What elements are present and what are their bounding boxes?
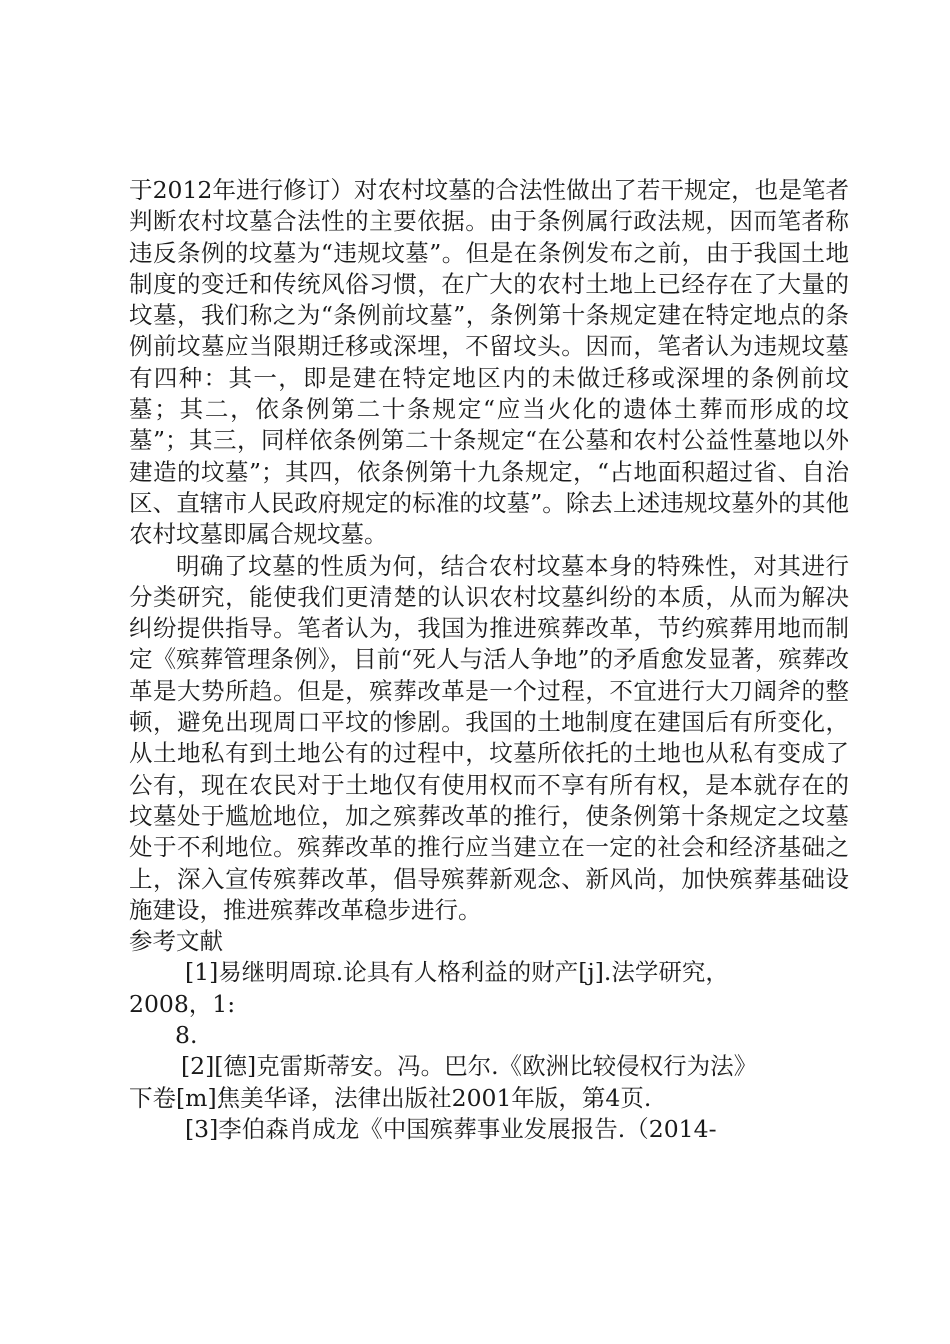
reference-list [129,957,849,1145]
reference-2-line-1: [2][德]克雷斯蒂安。冯。巴尔.《欧洲比较侵权行为法》 [181,1052,758,1081]
reference-1-line-1: [1]易继明周琼.论具有人格利益的财产[j].法学研究， [185,958,729,987]
reference-item-1 [129,957,849,1051]
reference-item-2 [129,1051,849,1114]
reference-3-line-1: [3]李伯森肖成龙《中国殡葬事业发展报告.（2014- [185,1114,717,1143]
document-body [129,175,849,1145]
reference-2-line-2: 下卷[m]焦美华译，法律出版社2001年版，第4页. [129,1083,652,1112]
reference-1-line-3: 8. [175,1021,198,1050]
body-paragraph-2: 明确了坟墓的性质为何，结合农村坟墓本身的特殊性，对其进行分类研究，能使我们更清楚的认识农村坟墓纠纷的本质，从而为解决纠纷提供指导。笔者认为，我国为推进殡葬改革，节约殡葬用地而制定《殡葬管理条例》，目前“死人与活人争地”的矛盾愈发显著，殡葬改革是大势所趋。但是，殡葬改革是一个过程，不宜进行大刀阔斧的整顿，避免出现周口平坟的惨剧。我国的土地制度在建国后有所变化，从土地私有到土地公有的过程中，坟墓所依托的土地也从私有变成了公有，现在农民对于土地仅有使用权而不享有所有权，是本就存在的坟墓处于尴尬地位，加之殡葬改革的推行，使条例第十条规定之坟墓处于不利地位。殡葬改革的推行应当建立在一定的社会和经济基础之上，深入宣传殡葬改革，倡导殡葬新观念、新风尚，加快殡葬基础设施建设，推进殡葬改革稳步进行。 [129,551,849,924]
reference-1-line-2: 2008，1: [129,989,236,1018]
references-heading: 参考文献 [129,927,223,956]
reference-item-3 [129,1114,849,1145]
body-paragraph-1: 于2012年进行修订）对农村坟墓的合法性做出了若干规定，也是笔者判断农村坟墓合法性的主要依据。由于条例属行政法规，因而笔者称违反条例的坟墓为“违规坟墓”。但是在条例发布之前，由于我国土地制度的变迁和传统风俗习惯，在广大的农村土地上已经存在了大量的坟墓，我们称之为“条例前坟墓”，条例第十条规定建在特定地点的条例前坟墓应当限期迁移或深埋，不留坟头。因而，笔者认为违规坟墓有四种：其一，即是建在特定地区内的未做迁移或深埋的条例前坟墓；其二，依条例第二十条规定“应当火化的遗体土葬而形成的坟墓”；其三，同样依条例第二十条规定“在公墓和农村公益性墓地以外建造的坟墓”；其四，依条例第十九条规定，“占地面积超过省、自治区、直辖市人民政府规定的标准的坟墓”。除去上述违规坟墓外的其他农村坟墓即属合规坟墓。 [129,176,849,549]
